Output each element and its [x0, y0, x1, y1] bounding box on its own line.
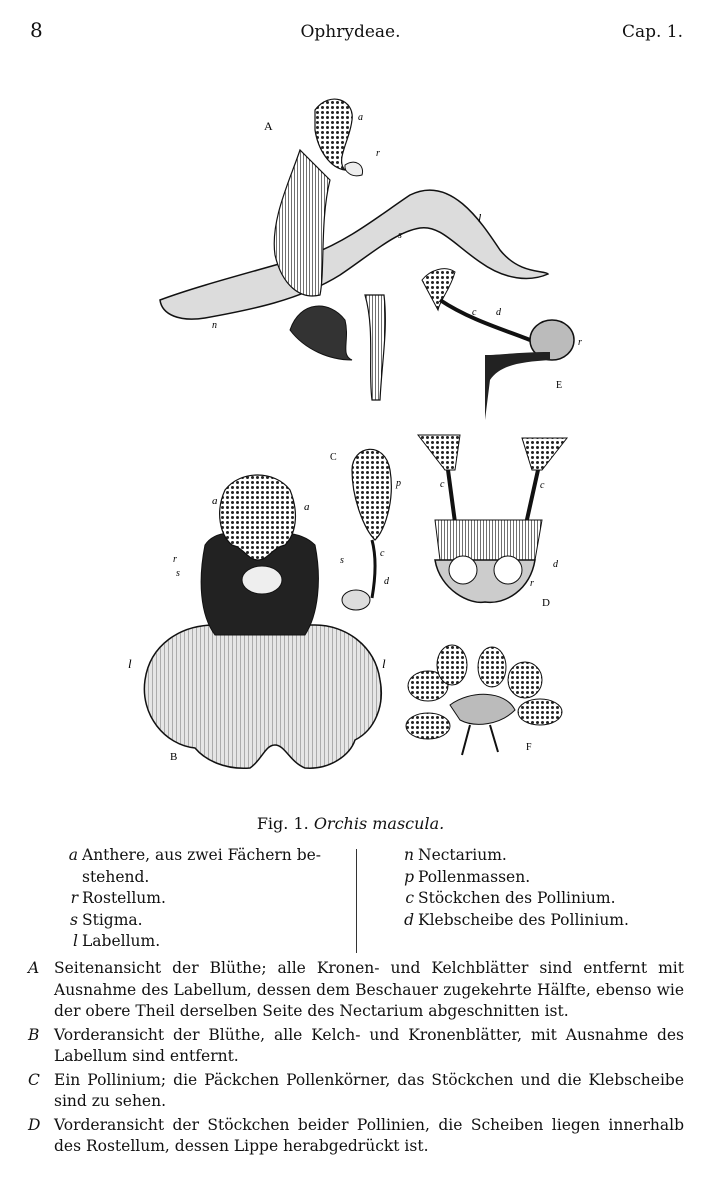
legend-item	[396, 845, 676, 867]
label-a-stigma: s	[398, 230, 402, 241]
label-b-labellum-left: l	[128, 656, 132, 671]
legend-text: Anthere, aus zwei Fächern be-stehend.	[82, 846, 322, 886]
legend-text: Pollenmassen.	[418, 867, 531, 886]
view-item	[28, 958, 684, 1023]
panel-e-drawing	[422, 269, 574, 420]
legend-text: Labellum.	[82, 932, 161, 950]
legend-left-column	[60, 845, 350, 953]
label-a-nectarium: n	[212, 320, 217, 331]
legend-text: Nectarium.	[418, 846, 507, 864]
label-a-anther: a	[358, 112, 363, 123]
label-c-disc: d	[384, 576, 389, 587]
view-text: Vorderansicht der Blüthe, alle Kelch- und Kronenblätter, mit Ausnahme des Labellum sind entfernt.	[54, 1025, 684, 1065]
panel-b-drawing	[144, 475, 381, 768]
legend-key: d	[404, 910, 414, 929]
view-text: Seitenansicht der Blüthe; alle Kronen- und Kelchblätter sind entfernt mit Ausnahme des Labellum, dessen dem Beschauer zugekehrte Hälfte, ebenso wie der obere Theil derselben Seite des Nectarium abgeschnitten ist.	[54, 959, 684, 1020]
legend-key: n	[404, 846, 414, 864]
legend-key: l	[73, 932, 78, 950]
page-number: 8	[30, 18, 43, 42]
label-e-disc: d	[496, 307, 501, 318]
label-a-rostellum: r	[376, 148, 380, 159]
view-text: Ein Pollinium; die Päckchen Pollenkörner, das Stöckchen und die Klebscheibe sind zu sehen.	[54, 1070, 684, 1110]
view-key: A	[28, 959, 40, 977]
view-item	[28, 1025, 684, 1068]
label-b-stigma-right: s	[340, 555, 344, 566]
panel-label-f: F	[526, 742, 532, 753]
view-item	[28, 1115, 684, 1158]
legend-key: a	[68, 846, 78, 864]
label-a-labellum: l	[478, 211, 482, 225]
label-b-labellum-right: l	[382, 656, 386, 671]
label-c-caudicle: c	[380, 548, 385, 559]
panel-label-a: A	[264, 119, 273, 133]
panel-a-drawing	[160, 99, 548, 400]
legend-text: Stöckchen des Pollinium.	[418, 889, 616, 907]
legend-key: c	[405, 889, 414, 907]
panel-label-e: E	[556, 380, 563, 391]
label-e-rostellum: r	[578, 337, 582, 348]
legend-key: r	[70, 889, 78, 907]
legend-text: Klebscheibe des Pollinium.	[418, 910, 629, 929]
label-c-pollen: p	[396, 478, 401, 489]
legend-item	[60, 910, 350, 932]
legend-divider	[356, 849, 357, 953]
view-text: Vorderansicht der Stöckchen beider Pollinien, die Scheiben liegen innerhalb des Rostellum, dessen Lippe herabgedrückt ist.	[54, 1115, 684, 1155]
legend-item	[396, 888, 676, 910]
panel-label-c: C	[330, 452, 337, 463]
legend-item	[396, 867, 676, 889]
legend-item	[60, 888, 350, 910]
view-key: D	[28, 1115, 41, 1134]
label-b-anther-right: a	[304, 501, 310, 513]
panel-label-d: D	[542, 597, 550, 609]
running-title: Ophrydeae.	[300, 22, 401, 42]
orchis-illustration	[0, 80, 701, 800]
legend-text: Rostellum.	[82, 889, 166, 907]
legend-key: s	[70, 910, 78, 929]
panel-label-b: B	[170, 751, 178, 763]
legend-text: Stigma.	[82, 910, 143, 929]
label-b-stigma-left: s	[176, 568, 180, 579]
view-key: B	[28, 1025, 40, 1044]
legend-right-column	[396, 845, 676, 931]
legend-key: p	[404, 867, 414, 886]
label-b-rostellum: r	[173, 554, 177, 565]
view-descriptions	[28, 958, 684, 1160]
label-d-caudicle-left: c	[440, 479, 445, 490]
legend-item	[60, 845, 350, 888]
label-d-rostellum: r	[530, 578, 534, 589]
caption-species: Orchis mascula.	[313, 814, 445, 833]
label-e-caudicle: c	[472, 307, 477, 318]
label-d-caudicle-right: c	[540, 480, 545, 491]
panel-d-drawing	[418, 435, 567, 602]
legend-item	[396, 910, 676, 932]
page-header	[0, 18, 701, 48]
view-item	[28, 1070, 684, 1113]
legend-item	[60, 931, 350, 953]
label-b-anther-left: a	[212, 495, 218, 507]
label-d-disc: d	[553, 559, 558, 570]
figure-caption	[0, 814, 701, 833]
chapter-label: Cap. 1.	[621, 22, 683, 42]
caption-prefix: Fig. 1.	[256, 814, 309, 833]
view-key: C	[28, 1070, 40, 1089]
panel-f-drawing	[406, 645, 562, 755]
